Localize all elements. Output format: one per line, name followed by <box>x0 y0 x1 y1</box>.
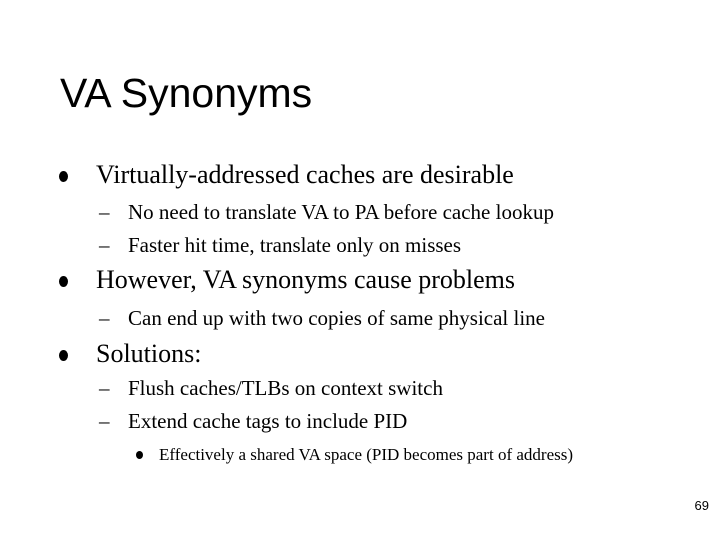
bullet-item <box>96 339 201 369</box>
sub-bullet-text: Flush caches/TLBs on context switch <box>128 376 443 400</box>
sub-bullet-item <box>99 232 462 258</box>
bullet-item <box>96 160 514 190</box>
sub-bullet-text: Extend cache tags to include PID <box>128 409 408 433</box>
slide-title: VA Synonyms <box>60 70 313 116</box>
bullet-icon <box>59 350 68 361</box>
sub-sub-bullet-item <box>159 444 573 466</box>
dash-icon: – <box>99 200 110 224</box>
sub-bullet-text: No need to translate VA to PA before cache lookup <box>128 200 554 224</box>
sub-sub-bullet-text: Effectively a shared VA space (PID becomes part of address) <box>159 445 574 464</box>
dash-icon: – <box>99 409 110 433</box>
sub-bullet-text: Faster hit time, translate only on misses <box>128 233 462 257</box>
page-number: 69 <box>694 498 709 513</box>
bullet-icon <box>59 171 68 182</box>
bullet-text: However, VA synonyms cause problems <box>96 265 516 294</box>
sub-bullet-item <box>99 408 408 434</box>
sub-bullet-item <box>99 305 545 331</box>
bullet-icon <box>59 276 68 287</box>
dash-icon: – <box>99 233 110 257</box>
bullet-item <box>96 265 515 295</box>
sub-bullet-item <box>99 375 443 401</box>
sub-bullet-text: Can end up with two copies of same physical line <box>128 306 545 330</box>
bullet-text: Solutions: <box>96 339 202 368</box>
sub-bullet-item <box>99 199 554 225</box>
bullet-text: Virtually-addressed caches are desirable <box>96 160 514 189</box>
dash-icon: – <box>99 306 110 330</box>
bullet-icon <box>136 451 143 459</box>
dash-icon: – <box>99 376 110 400</box>
